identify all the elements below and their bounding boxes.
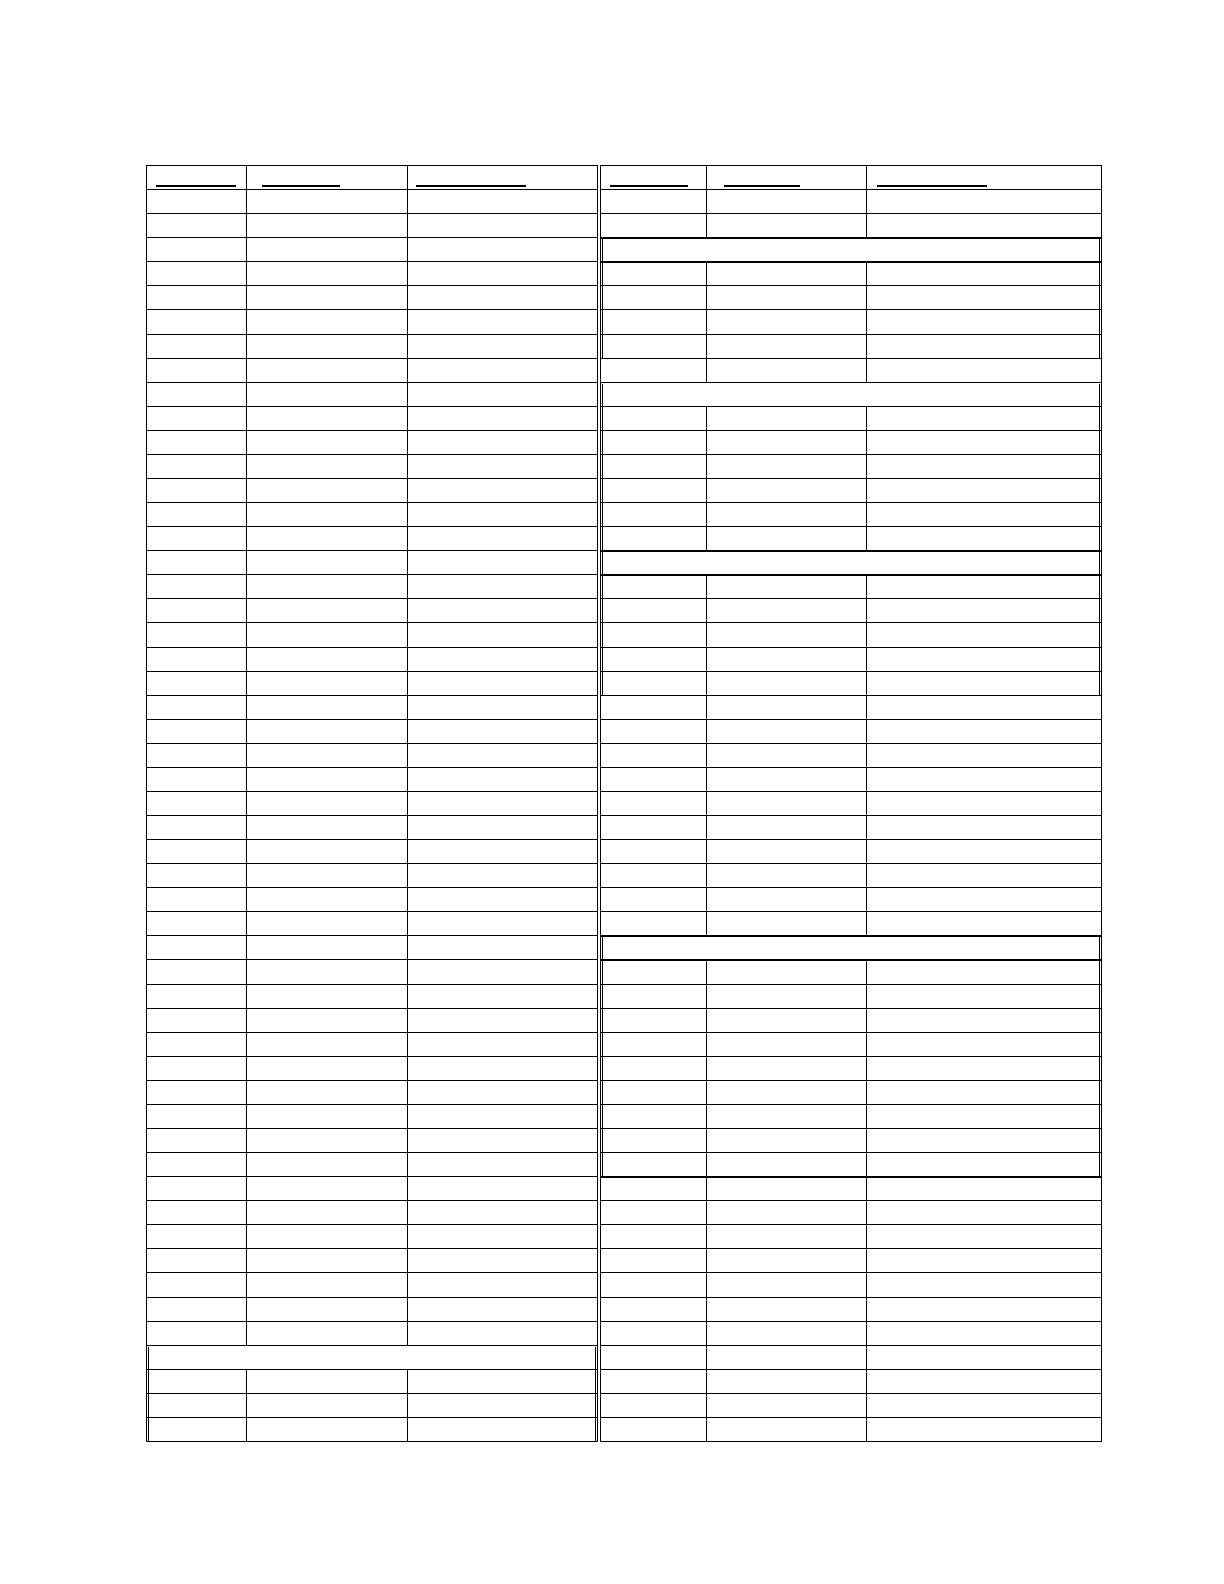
right-entry-cell[interactable]: [602, 1010, 705, 1031]
right-entry-cell[interactable]: [868, 721, 1100, 742]
right-entry-cell[interactable]: [708, 624, 865, 645]
right-entry-cell[interactable]: [602, 1202, 705, 1223]
right-column-rule: [866, 406, 867, 550]
right-row-rule: [600, 1417, 1101, 1418]
right-entry-cell[interactable]: [708, 841, 865, 862]
right-entry-cell[interactable]: [602, 841, 705, 862]
right-entry-cell[interactable]: [868, 1202, 1100, 1223]
right-entry-cell[interactable]: [708, 1274, 865, 1295]
right-entry-cell[interactable]: [602, 360, 705, 381]
right-header-underline: [877, 185, 987, 187]
right-entry-cell[interactable]: [602, 1419, 705, 1440]
right-row-rule: [600, 791, 1101, 792]
right-entry-cell[interactable]: [868, 697, 1100, 718]
right-entry-cell[interactable]: [708, 1082, 865, 1103]
right-row-rule: [600, 1080, 1101, 1081]
right-entry-cell[interactable]: [708, 1058, 865, 1079]
right-entry-cell[interactable]: [868, 1130, 1100, 1151]
right-row-rule: [600, 863, 1101, 864]
right-entry-cell[interactable]: [868, 1274, 1100, 1295]
right-row-rule: [600, 526, 1101, 527]
right-row-rule: [600, 815, 1101, 816]
right-entry-cell[interactable]: [602, 1250, 705, 1271]
right-entry-cell[interactable]: [602, 528, 705, 549]
right-entry-cell[interactable]: [708, 1154, 865, 1175]
right-column-rule: [866, 574, 867, 935]
right-entry-cell[interactable]: [868, 504, 1100, 525]
right-entry-cell[interactable]: [708, 1130, 865, 1151]
right-row-rule: [600, 334, 1101, 335]
right-entry-cell[interactable]: [868, 1299, 1100, 1320]
right-entry-cell[interactable]: [708, 1010, 865, 1031]
right-row-rule: [600, 1224, 1101, 1225]
right-column-rule: [866, 959, 867, 1441]
right-entry-cell[interactable]: [868, 1250, 1100, 1271]
right-entry-cell[interactable]: [602, 1058, 705, 1079]
right-column-rule: [706, 165, 707, 237]
right-entry-cell[interactable]: [708, 1250, 865, 1271]
right-entry-cell[interactable]: [708, 408, 865, 429]
right-row-rule: [600, 1032, 1101, 1033]
right-entry-cell[interactable]: [708, 745, 865, 766]
right-entry-cell[interactable]: [868, 263, 1100, 284]
right-entry-cell[interactable]: [602, 215, 705, 236]
right-entry-cell[interactable]: [868, 528, 1100, 549]
right-row-rule: [600, 767, 1101, 768]
right-entry-cell[interactable]: [868, 961, 1100, 982]
right-row-rule: [600, 1297, 1101, 1298]
right-entry-cell[interactable]: [868, 1371, 1100, 1392]
right-entry-cell[interactable]: [708, 673, 865, 694]
right-row-rule: [600, 1152, 1101, 1153]
right-header-underline: [724, 185, 800, 187]
right-row-rule: [600, 1369, 1101, 1370]
right-entry-cell[interactable]: [602, 649, 705, 670]
right-entry-cell[interactable]: [708, 1347, 865, 1368]
right-row-rule: [600, 1056, 1101, 1057]
right-row-rule: [600, 911, 1101, 912]
right-entry-cell[interactable]: [708, 263, 865, 284]
right-section-title-cell[interactable]: [603, 384, 1098, 405]
right-entry-cell[interactable]: [602, 311, 705, 332]
right-row-rule: [600, 213, 1101, 214]
right-row-rule: [600, 1104, 1101, 1105]
right-entry-cell[interactable]: [708, 986, 865, 1007]
right-entry-cell[interactable]: [868, 1395, 1100, 1416]
right-entry-cell[interactable]: [708, 528, 865, 549]
right-entry-cell[interactable]: [868, 889, 1100, 910]
right-row-rule: [600, 309, 1101, 310]
right-entry-cell[interactable]: [708, 961, 865, 982]
right-entry-cell[interactable]: [868, 1106, 1100, 1127]
right-entry-cell[interactable]: [602, 1106, 705, 1127]
right-entry-cell[interactable]: [602, 1395, 705, 1416]
right-entry-cell[interactable]: [868, 865, 1100, 886]
right-entry-cell[interactable]: [708, 1371, 865, 1392]
right-entry-cell[interactable]: [602, 600, 705, 621]
right-entry-cell[interactable]: [602, 336, 705, 357]
right-entry-cell[interactable]: [708, 1034, 865, 1055]
right-row-rule: [600, 839, 1101, 840]
right-row-rule: [600, 887, 1101, 888]
right-entry-cell[interactable]: [602, 287, 705, 308]
right-entry-cell[interactable]: [708, 432, 865, 453]
right-row-rule: [600, 1008, 1101, 1009]
right-entry-cell[interactable]: [708, 697, 865, 718]
right-entry-cell[interactable]: [708, 336, 865, 357]
right-row-rule: [600, 1272, 1101, 1273]
right-entry-cell[interactable]: [708, 191, 865, 212]
right-row-rule: [600, 743, 1101, 744]
right-row-rule: [600, 647, 1101, 648]
right-row-rule: [600, 719, 1101, 720]
right-entry-cell[interactable]: [708, 649, 865, 670]
right-column-rule: [706, 574, 707, 935]
right-entry-cell[interactable]: [868, 769, 1100, 790]
right-entry-cell[interactable]: [602, 745, 705, 766]
right-entry-cell[interactable]: [602, 1371, 705, 1392]
right-entry-cell[interactable]: [708, 287, 865, 308]
right-entry-cell[interactable]: [602, 408, 705, 429]
right-entry-cell[interactable]: [602, 432, 705, 453]
right-section-title-cell[interactable]: [603, 552, 1098, 573]
right-entry-cell[interactable]: [708, 215, 865, 236]
right-header-underline: [610, 185, 688, 187]
right-entry-cell[interactable]: [708, 889, 865, 910]
right-top-border: [600, 165, 1101, 166]
right-entry-cell[interactable]: [602, 624, 705, 645]
right-entry-cell[interactable]: [868, 456, 1100, 477]
right-entry-cell[interactable]: [868, 1034, 1100, 1055]
right-entry-cell[interactable]: [602, 191, 705, 212]
right-entry-cell[interactable]: [708, 793, 865, 814]
right-entry-cell[interactable]: [708, 576, 865, 597]
right-entry-cell[interactable]: [602, 961, 705, 982]
right-row-rule: [600, 1345, 1101, 1346]
right-entry-cell[interactable]: [868, 1082, 1100, 1103]
right-entry-cell[interactable]: [708, 1419, 865, 1440]
right-entry-cell[interactable]: [708, 504, 865, 525]
right-entry-cell[interactable]: [602, 1274, 705, 1295]
right-entry-cell[interactable]: [708, 1226, 865, 1247]
right-entry-cell[interactable]: [708, 1106, 865, 1127]
right-entry-cell[interactable]: [708, 1323, 865, 1344]
right-row-rule: [600, 285, 1101, 286]
right-entry-cell[interactable]: [708, 817, 865, 838]
right-row-rule: [600, 502, 1101, 503]
right-row-rule: [600, 478, 1101, 479]
right-entry-cell[interactable]: [602, 1299, 705, 1320]
right-entry-cell[interactable]: [602, 889, 705, 910]
right-entry-cell[interactable]: [602, 817, 705, 838]
right-entry-cell[interactable]: [868, 1323, 1100, 1344]
right-entry-cell[interactable]: [708, 360, 865, 381]
right-row-rule: [600, 189, 1101, 190]
right-entry-cell[interactable]: [868, 336, 1100, 357]
right-entry-cell[interactable]: [708, 480, 865, 501]
right-entry-cell[interactable]: [708, 1299, 865, 1320]
right-row-rule: [600, 984, 1101, 985]
right-entry-cell[interactable]: [868, 360, 1100, 381]
right-left-border: [600, 165, 601, 1441]
right-entry-cell[interactable]: [602, 1323, 705, 1344]
right-row-rule: [600, 1128, 1101, 1129]
right-entry-cell[interactable]: [868, 1347, 1100, 1368]
right-entry-cell[interactable]: [708, 913, 865, 934]
right-entry-cell[interactable]: [868, 191, 1100, 212]
right-entry-cell[interactable]: [868, 817, 1100, 838]
right-entry-cell[interactable]: [868, 986, 1100, 1007]
right-right-border: [1101, 165, 1102, 1442]
right-entry-cell[interactable]: [708, 1395, 865, 1416]
right-entry-cell[interactable]: [602, 865, 705, 886]
right-entry-cell[interactable]: [708, 1178, 865, 1199]
right-entry-cell[interactable]: [602, 1154, 705, 1175]
right-entry-cell[interactable]: [602, 721, 705, 742]
right-entry-cell[interactable]: [868, 745, 1100, 766]
right-entry-cell[interactable]: [602, 1347, 705, 1368]
right-row-rule: [600, 1393, 1101, 1394]
right-row-rule: [600, 598, 1101, 599]
right-entry-cell[interactable]: [602, 1178, 705, 1199]
right-column-rule: [866, 165, 867, 237]
right-column-rule: [706, 406, 707, 550]
right-entry-cell[interactable]: [868, 793, 1100, 814]
right-column-rule: [706, 261, 707, 381]
right-entry-cell[interactable]: [708, 311, 865, 332]
right-entry-cell[interactable]: [602, 697, 705, 718]
right-entry-cell[interactable]: [868, 215, 1100, 236]
right-entry-cell[interactable]: [868, 673, 1100, 694]
right-entry-cell[interactable]: [708, 721, 865, 742]
right-entry-cell[interactable]: [602, 1034, 705, 1055]
right-entry-cell[interactable]: [602, 793, 705, 814]
right-entry-cell[interactable]: [868, 1154, 1100, 1175]
right-entry-cell[interactable]: [868, 1226, 1100, 1247]
right-entry-cell[interactable]: [868, 1058, 1100, 1079]
right-entry-cell[interactable]: [868, 432, 1100, 453]
right-row-rule: [600, 430, 1101, 431]
right-entry-cell[interactable]: [602, 480, 705, 501]
right-row-rule: [600, 1321, 1101, 1322]
right-entry-cell[interactable]: [602, 769, 705, 790]
right-entry-cell[interactable]: [708, 1202, 865, 1223]
right-entry-cell[interactable]: [868, 1178, 1100, 1199]
right-entry-cell[interactable]: [868, 576, 1100, 597]
right-entry-cell[interactable]: [602, 263, 705, 284]
right-entry-cell[interactable]: [868, 311, 1100, 332]
right-entry-cell[interactable]: [602, 1130, 705, 1151]
right-entry-cell[interactable]: [868, 480, 1100, 501]
right-entry-cell[interactable]: [602, 986, 705, 1007]
right-column-rule: [706, 959, 707, 1441]
right-entry-cell[interactable]: [868, 624, 1100, 645]
right-entry-cell[interactable]: [868, 1010, 1100, 1031]
right-entry-cell[interactable]: [602, 1082, 705, 1103]
right-entry-cell[interactable]: [602, 504, 705, 525]
right-entry-cell[interactable]: [868, 649, 1100, 670]
right-entry-cell[interactable]: [708, 769, 865, 790]
right-entry-cell[interactable]: [868, 408, 1100, 429]
right-entry-cell[interactable]: [868, 600, 1100, 621]
right-row-rule: [600, 622, 1101, 623]
right-entry-cell[interactable]: [868, 841, 1100, 862]
right-section-title-cell[interactable]: [603, 937, 1098, 958]
right-entry-cell[interactable]: [602, 913, 705, 934]
right-entry-cell[interactable]: [708, 865, 865, 886]
right-entry-cell[interactable]: [868, 913, 1100, 934]
right-row-rule: [600, 1200, 1101, 1201]
right-entry-cell[interactable]: [868, 287, 1100, 308]
right-entry-cell[interactable]: [708, 456, 865, 477]
right-entry-cell[interactable]: [868, 1419, 1100, 1440]
right-bottom-border: [600, 1441, 1101, 1442]
right-entry-cell[interactable]: [602, 576, 705, 597]
right-row-rule: [600, 671, 1101, 672]
right-entry-cell[interactable]: [602, 1226, 705, 1247]
right-entry-cell[interactable]: [708, 600, 865, 621]
right-section-title-cell[interactable]: [603, 239, 1098, 260]
right-column-rule: [866, 261, 867, 381]
right-entry-cell[interactable]: [602, 456, 705, 477]
right-entry-cell[interactable]: [602, 673, 705, 694]
right-row-rule: [600, 454, 1101, 455]
right-row-rule: [600, 1248, 1101, 1249]
